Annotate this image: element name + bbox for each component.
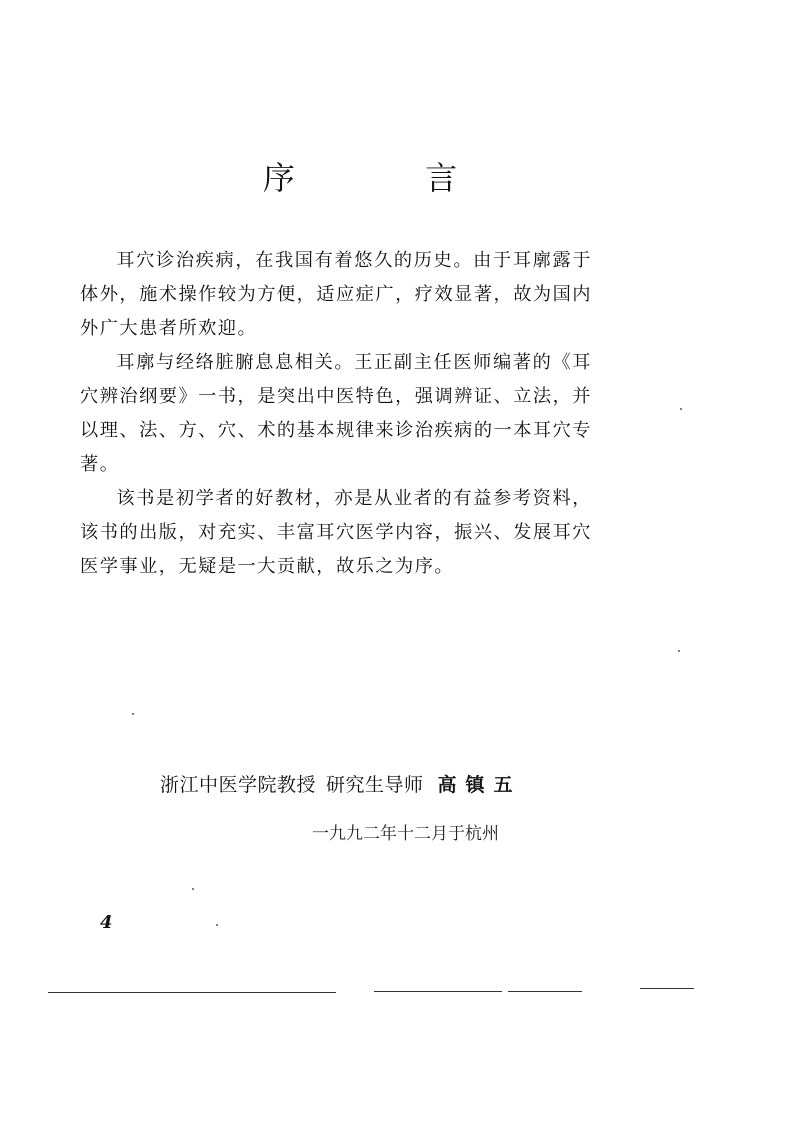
page-title: 序 言 <box>262 159 518 197</box>
scan-speck <box>216 924 218 926</box>
signature-line <box>160 770 600 800</box>
paragraph-1: 耳穴诊治疾病，在我国有着悠久的历史。由于耳廓露于体外，施术操作较为方便，适应症广，疗效显著，故为国内外广大患者所欢迎。 <box>80 250 592 339</box>
paragraph-2: 耳廓与经络脏腑息息相关。王正副主任医师编著的《耳穴辨治纲要》一书，是突出中医特色，强调辨证、立法，并以理、法、方、穴、术的基本规律来诊治疾病的一本耳穴专著。 <box>80 352 592 475</box>
signature-affiliation: 浙江中医学院教授 <box>160 774 317 796</box>
scan-speck <box>132 713 134 715</box>
scan-speck <box>680 408 682 410</box>
bottom-rule-segment <box>640 988 694 989</box>
bottom-rule-segment <box>48 992 336 993</box>
scan-speck <box>192 888 194 890</box>
page-number: 4 <box>100 912 113 933</box>
signature-role: 研究生导师 <box>326 774 424 796</box>
paragraph-3: 该书是初学者的好教材，亦是从业者的有益参考资料，该书的出版，对充实、丰富耳穴医学内容，振兴、发展耳穴医学事业，无疑是一大贡献，故乐之为序。 <box>80 488 592 577</box>
date-line: 一九九二年十二月于杭州 <box>312 824 499 844</box>
signature-name: 高镇五 <box>437 774 522 796</box>
scan-speck <box>678 650 680 652</box>
preface-body <box>80 244 592 584</box>
bottom-rule-segment <box>508 991 582 992</box>
bottom-rule-segment <box>374 991 502 992</box>
